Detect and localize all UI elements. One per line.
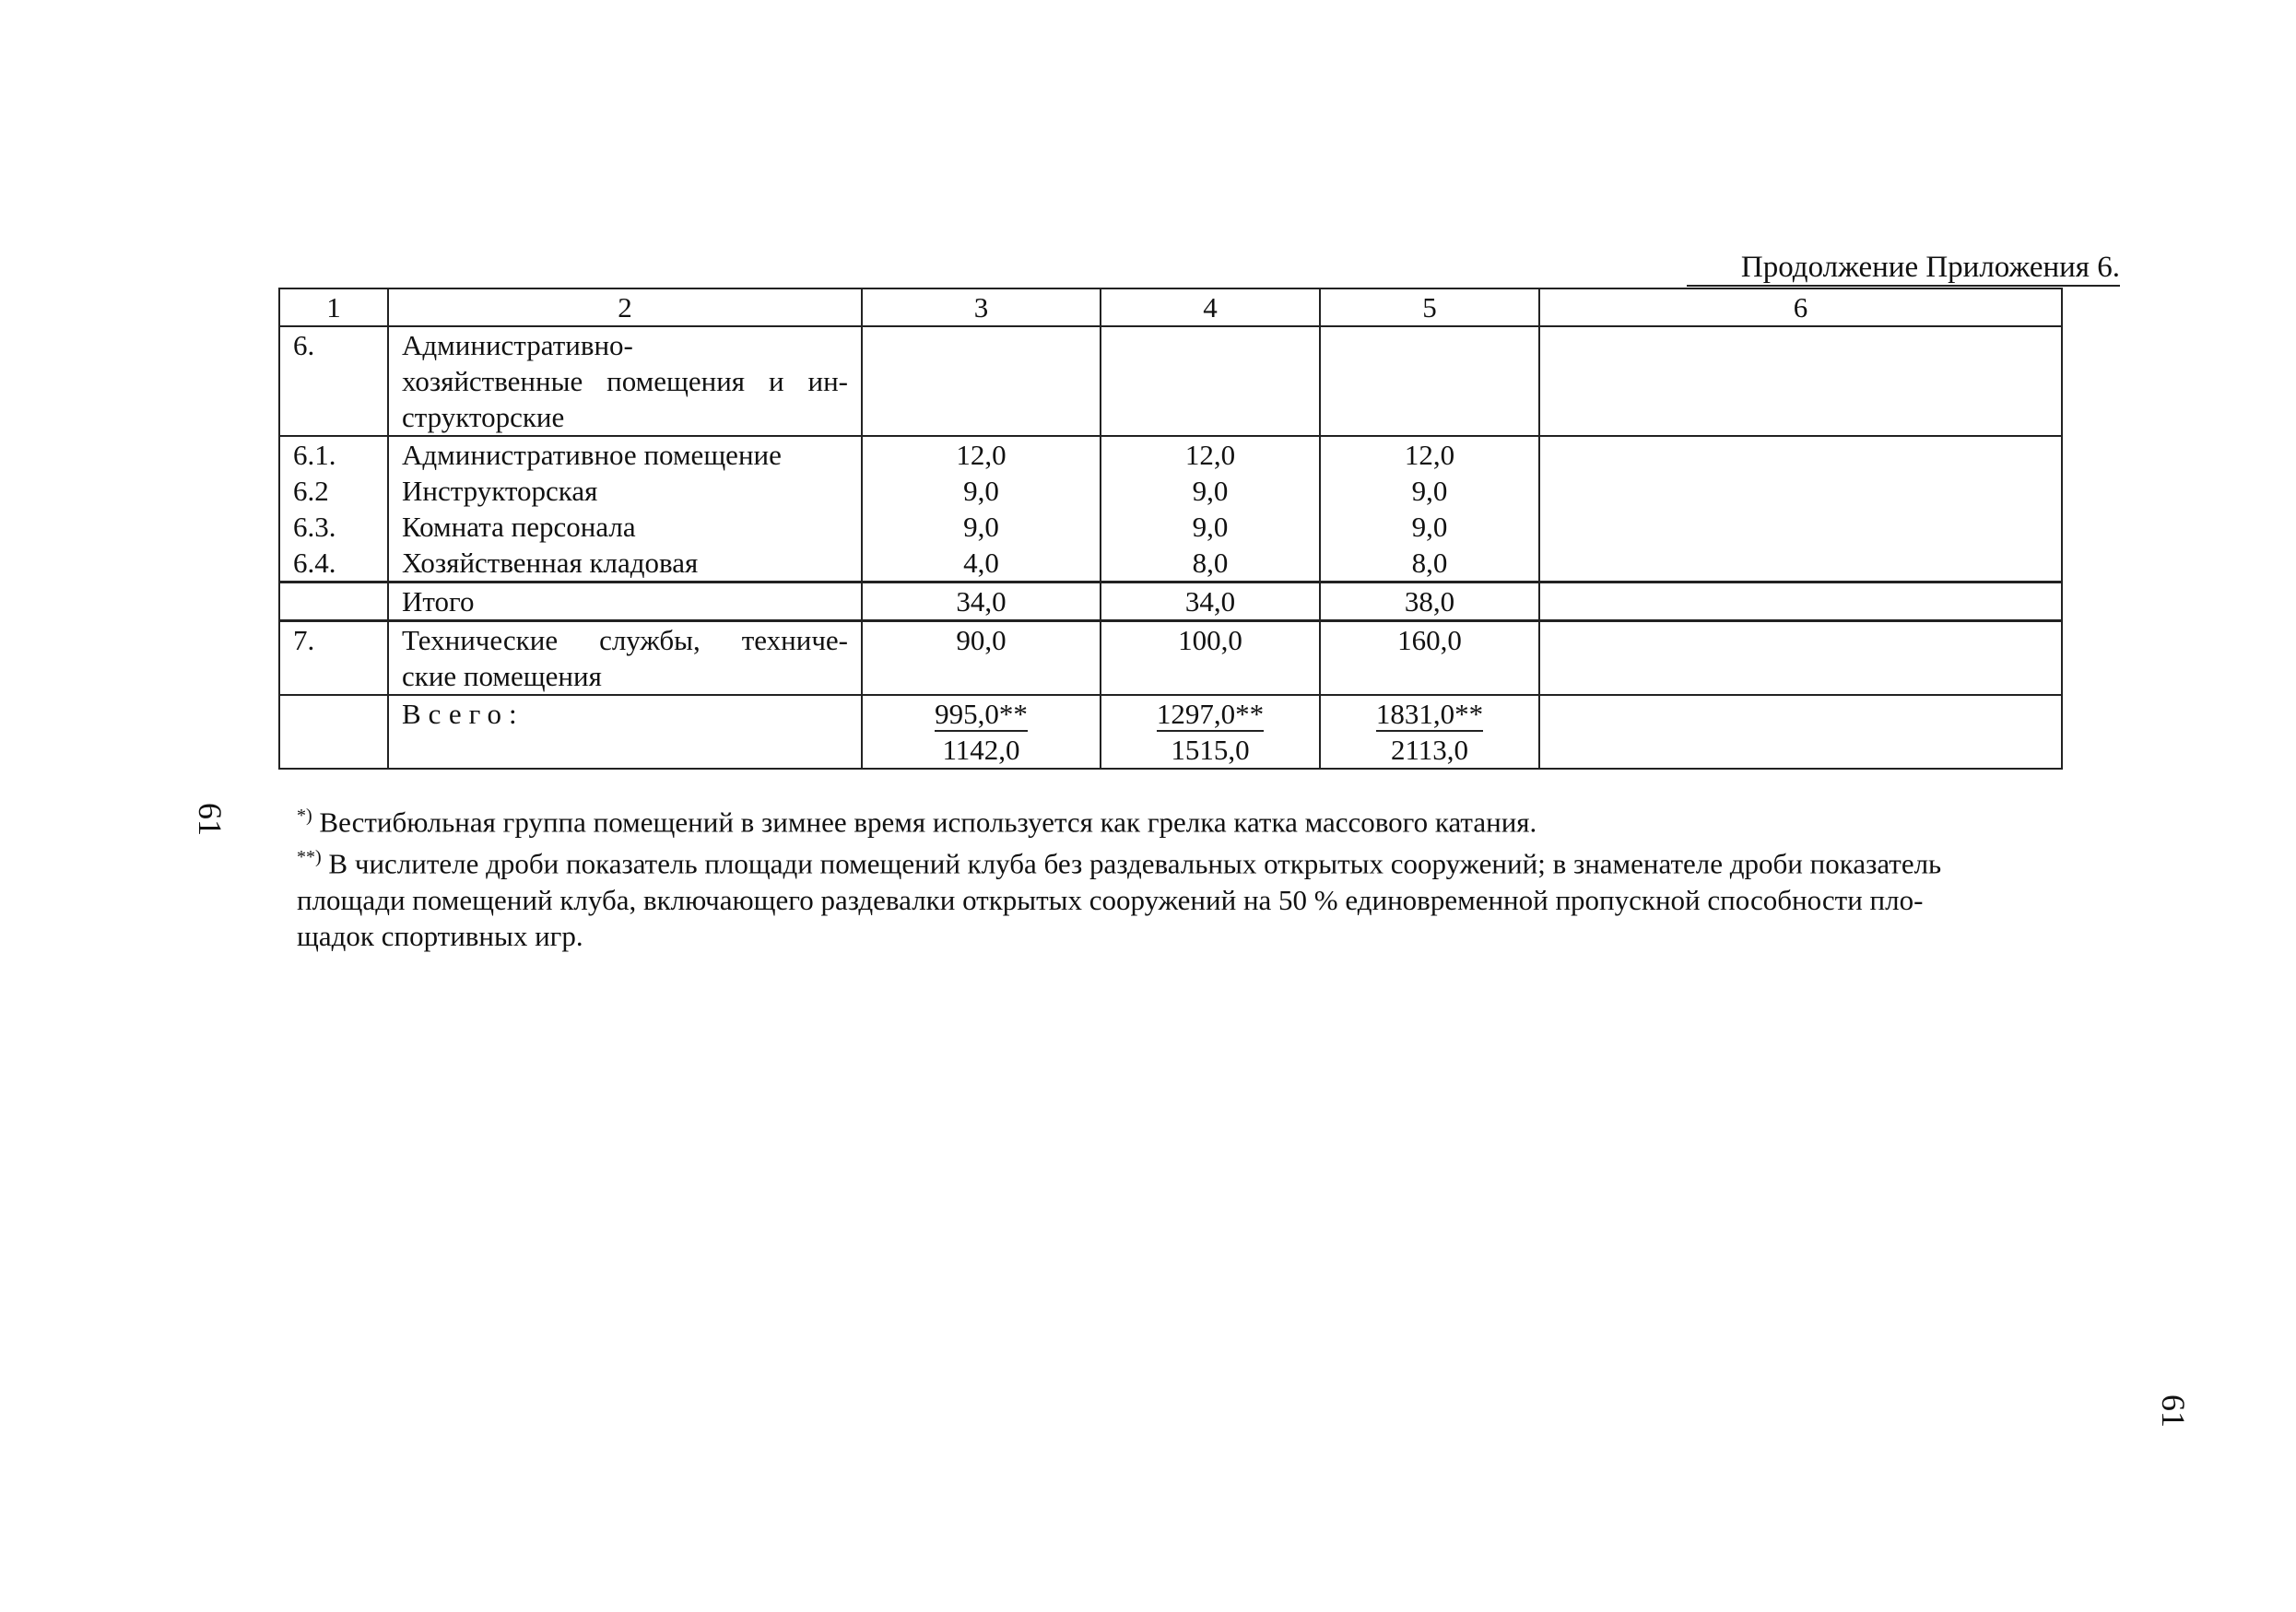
item-value: 9,0 [862, 509, 1101, 545]
total-numerator: 1297,0** [1156, 698, 1265, 730]
total-fraction [1101, 695, 1320, 769]
footnotes [297, 798, 2094, 954]
empty-cell [279, 695, 388, 769]
total-label [388, 695, 862, 769]
table-row-section7 [279, 621, 2062, 696]
table-row [279, 509, 2062, 545]
item-value: 12,0 [1101, 436, 1320, 473]
footnote-2-line: В числителе дроби показатель площади помещений клуба без раздевальных открытых сооружений; в знаменателе дроби показатель [328, 847, 1942, 880]
total-label-text: Всего: [402, 698, 524, 730]
footnote-1-mark: *) [297, 806, 312, 826]
empty-cell [1539, 473, 2062, 509]
empty-cell [862, 326, 1101, 436]
table-row [279, 545, 2062, 582]
section-name [388, 326, 862, 436]
item-value: 9,0 [862, 473, 1101, 509]
item-value: 9,0 [1101, 509, 1320, 545]
total-numerator: 995,0** [935, 698, 1028, 730]
section-code: 7. [279, 621, 388, 696]
total-numerator: 1831,0** [1375, 698, 1484, 730]
empty-cell [1539, 436, 2062, 473]
total-fraction [862, 695, 1101, 769]
item-name: Административное помещение [388, 436, 862, 473]
section-name-line: хозяйственные помещения и ин- [402, 365, 848, 397]
header-cell: 5 [1320, 288, 1539, 326]
empty-cell [1539, 545, 2062, 582]
header-cell: 4 [1101, 288, 1320, 326]
item-code: 6.3. [279, 509, 388, 545]
table-row-section6 [279, 326, 2062, 436]
total-fraction [1320, 695, 1539, 769]
item-value: 12,0 [1320, 436, 1539, 473]
item-value: 9,0 [1320, 509, 1539, 545]
subtotal-row [279, 582, 2062, 621]
footnote-1-text: Вестибюльная группа помещений в зимнее время используется как грелка катка массового катания. [319, 806, 1537, 839]
footnote-2 [297, 840, 2094, 881]
item-name: Комната персонала [388, 509, 862, 545]
empty-cell [1539, 509, 2062, 545]
item-name: Инструкторская [388, 473, 862, 509]
empty-cell [1539, 326, 2062, 436]
total-denominator: 2113,0 [1390, 734, 1469, 766]
page-number-right: 61 [2155, 1394, 2192, 1428]
footnote-2-mark: **) [297, 847, 322, 868]
item-code: 6.1. [279, 436, 388, 473]
item-value: 8,0 [1101, 545, 1320, 582]
subtotal-label: Итого [388, 582, 862, 621]
empty-cell [1539, 695, 2062, 769]
table-header-row [279, 288, 2062, 326]
item-value: 9,0 [1101, 473, 1320, 509]
empty-cell [279, 582, 388, 621]
appendix-table [278, 288, 2063, 770]
section-code: 6. [279, 326, 388, 436]
total-denominator: 1142,0 [942, 734, 1020, 766]
empty-cell [1101, 326, 1320, 436]
header-cell: 3 [862, 288, 1101, 326]
footnote-1 [297, 798, 2094, 840]
continuation-label: Продолжение Приложения 6. [1687, 251, 2120, 285]
footnote-2-line: площади помещений клуба, включающего раздевалки открытых сооружений на 50 % единовременной пропускной способности пло- [297, 883, 1924, 916]
header-cell: 2 [388, 288, 862, 326]
empty-cell [1539, 621, 2062, 696]
item-value: 12,0 [862, 436, 1101, 473]
subtotal-value: 38,0 [1320, 582, 1539, 621]
section-value: 100,0 [1101, 621, 1320, 696]
table-row [279, 436, 2062, 473]
section-value: 90,0 [862, 621, 1101, 696]
footnote-2-line: щадок спортивных игр. [297, 919, 583, 952]
item-value: 8,0 [1320, 545, 1539, 582]
page-number-left: 61 [192, 803, 229, 836]
header-cell: 6 [1539, 288, 2062, 326]
total-denominator: 1515,0 [1171, 734, 1250, 766]
subtotal-value: 34,0 [1101, 582, 1320, 621]
item-code: 6.4. [279, 545, 388, 582]
empty-cell [1320, 326, 1539, 436]
section-name-line: Технические службы, техниче- [402, 624, 848, 656]
empty-cell [1539, 582, 2062, 621]
item-value: 4,0 [862, 545, 1101, 582]
section-name-line: ские помещения [402, 660, 602, 692]
section-value: 160,0 [1320, 621, 1539, 696]
section-name-line: структорские [402, 401, 565, 433]
section-name-line: Административно- [402, 329, 633, 361]
item-name: Хозяйственная кладовая [388, 545, 862, 582]
subtotal-value: 34,0 [862, 582, 1101, 621]
item-value: 9,0 [1320, 473, 1539, 509]
header-cell: 1 [279, 288, 388, 326]
total-row [279, 695, 2062, 769]
item-code: 6.2 [279, 473, 388, 509]
table-row [279, 473, 2062, 509]
section-name [388, 621, 862, 696]
